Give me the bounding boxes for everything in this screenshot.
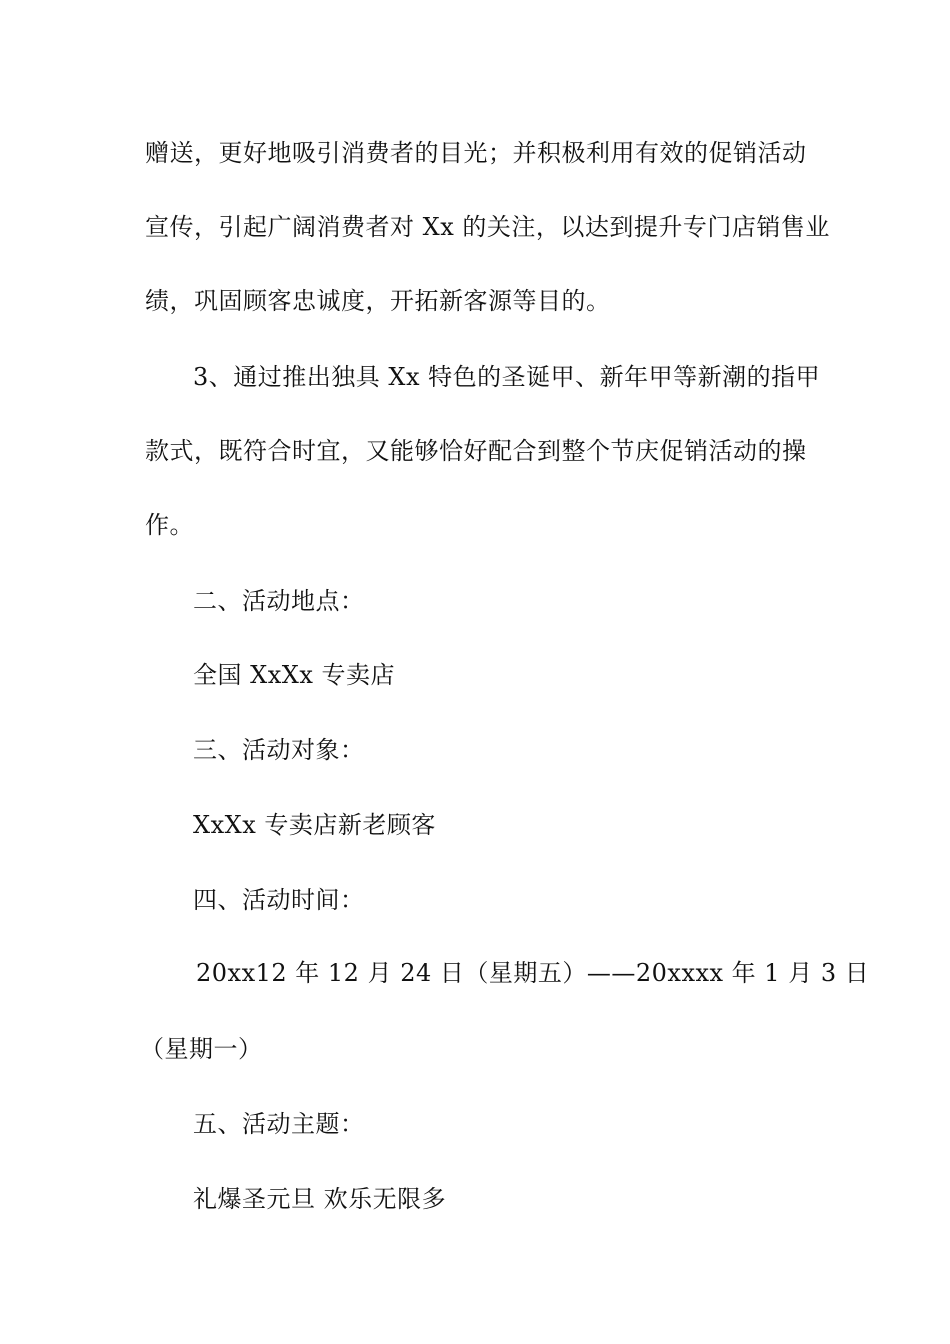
- paragraph-line: 宣传，引起广阔消费者对 Xx 的关注，以达到提升专门店销售业: [145, 213, 830, 241]
- paragraph-line: 赠送，更好地吸引消费者的目光；并积极利用有效的促销活动: [145, 139, 807, 167]
- paragraph-line: 作。: [145, 511, 194, 539]
- section-heading: 二、活动地点：: [193, 587, 365, 615]
- section-content: 礼爆圣元旦 欢乐无限多: [193, 1185, 447, 1213]
- section-heading: 五、活动主题：: [193, 1110, 365, 1138]
- date-range-line: 20xx12 年 12 月 24 日（星期五）——20xxxx 年 1 月 3 日: [196, 959, 870, 987]
- paragraph-line: 3、通过推出独具 Xx 特色的圣诞甲、新年甲等新潮的指甲: [193, 363, 821, 391]
- section-heading: 三、活动对象：: [193, 736, 365, 764]
- date-range-line: （星期一）: [140, 1035, 263, 1063]
- section-content: XxXx 专卖店新老顾客: [193, 811, 436, 839]
- section-content: 全国 XxXx 专卖店: [193, 661, 395, 689]
- paragraph-line: 绩，巩固顾客忠诚度，开拓新客源等目的。: [145, 287, 611, 315]
- paragraph-line: 款式，既符合时宜，又能够恰好配合到整个节庆促销活动的操: [145, 437, 807, 465]
- section-heading: 四、活动时间：: [193, 886, 365, 914]
